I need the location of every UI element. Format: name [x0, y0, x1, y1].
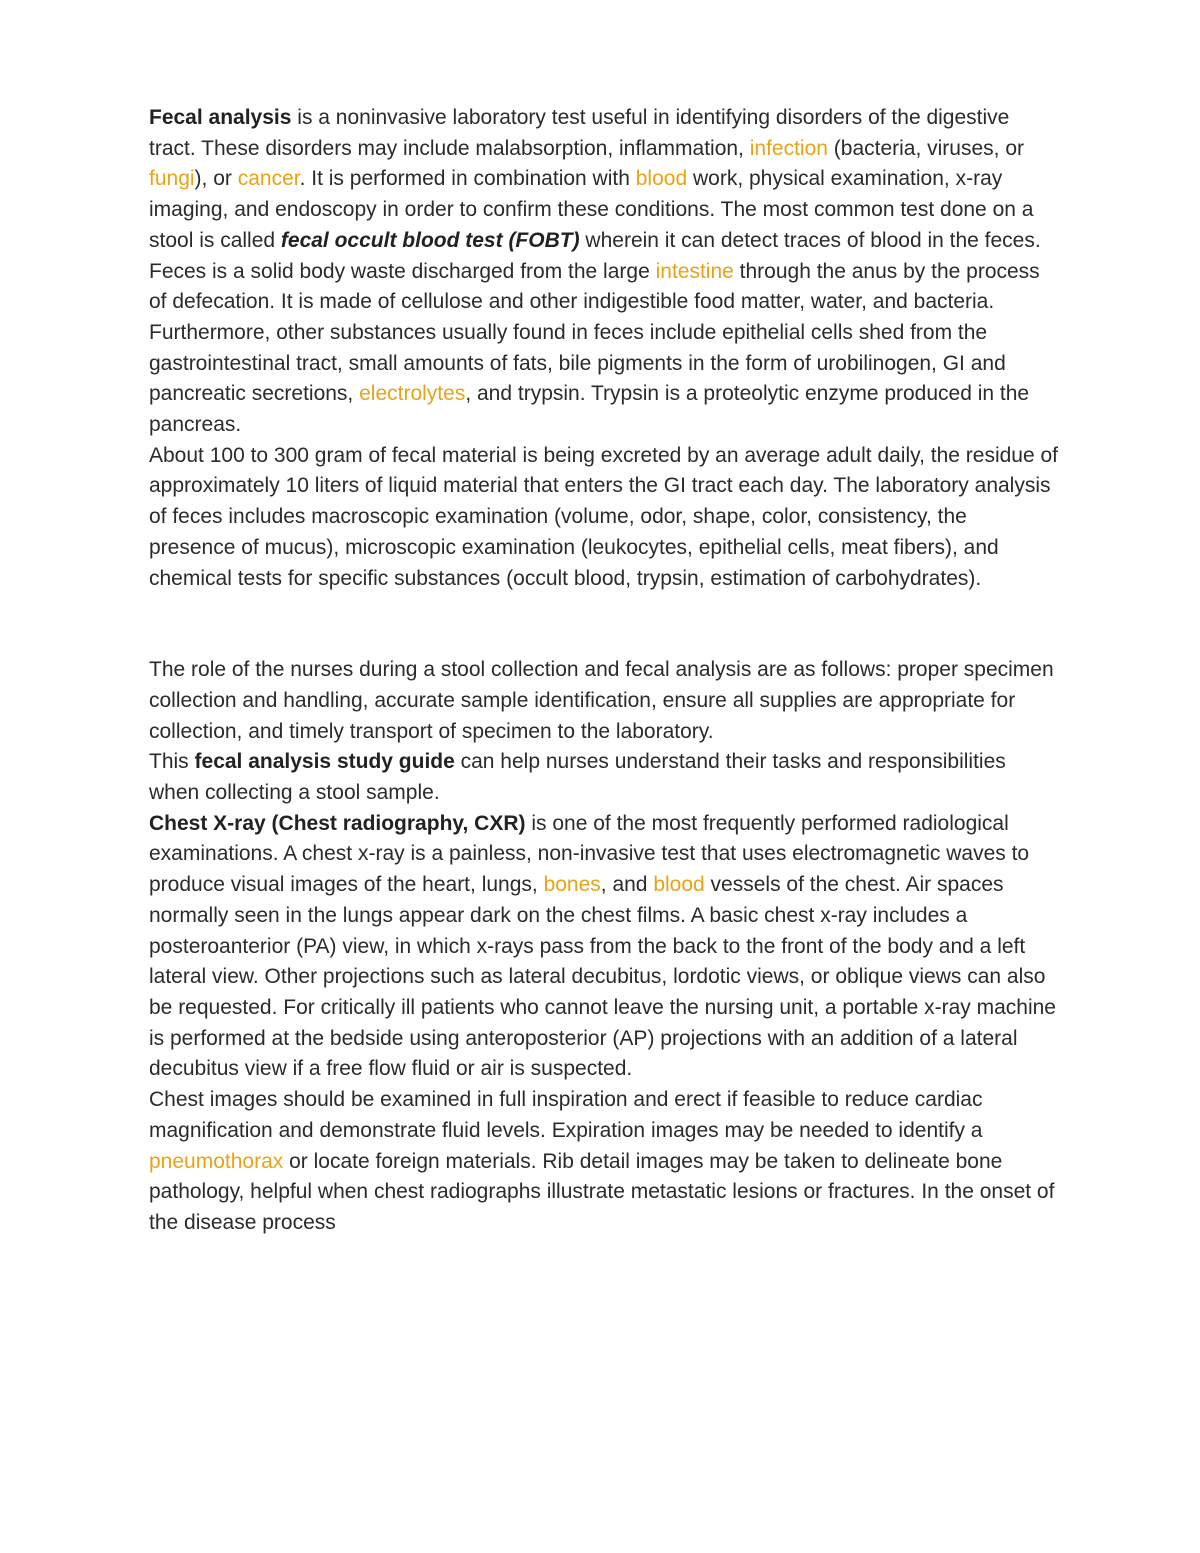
text-run: . It is performed in combination with [299, 167, 636, 191]
text-run: This [149, 750, 195, 774]
term-fecal-analysis: Fecal analysis [149, 106, 292, 129]
paragraph-fecal-volume [149, 441, 1059, 595]
text-run: ), or [194, 167, 238, 191]
term-study-guide: fecal analysis study guide [194, 750, 455, 774]
text-run: , and [600, 873, 654, 897]
text-run: (bacteria, viruses, or [827, 136, 1025, 160]
link-blood[interactable]: blood [635, 167, 688, 191]
term-fobt: fecal occult blood test (FOBT) [280, 228, 580, 252]
text-run: Chest images should be examined in full inspiration and erect if feasible to reduce cardiac magnification and demonstrate fluid levels. Expiration images may be needed to identify a [149, 1088, 983, 1142]
text-run: vessels of the chest. Air spaces normally seen in the lungs appear dark on the chest films. A basic chest x-ray includes a posteroanterior (PA) view, in which x-rays pass from the back to the front of the body and a left lateral view. Other projections such as lateral decubitus, lordotic views, or oblique views can also be requested. For critically ill patients who cannot leave the nursing unit, a portable x-ray machine is performed at the bedside using anteroposterior (AP) projections with an addition of a lateral decubitus view if a free flow fluid or air is suspected. [149, 873, 1056, 1081]
link-bones[interactable]: bones [543, 873, 601, 897]
paragraph-chest-xray [149, 809, 1059, 1085]
link-electrolytes[interactable]: electrolytes [359, 382, 466, 406]
text-run: or locate foreign materials. Rib detail images may be taken to delineate bone pathology, helpful when chest radiographs illustrate metastatic lesions or fractures. In the onset of the disease process [149, 1149, 1055, 1234]
paragraph-nurse-role [149, 655, 1059, 747]
paragraph-fecal-analysis-intro [149, 103, 1059, 257]
text-run: The role of the nurses during a stool collection and fecal analysis are as follows: proper specimen collection and handling, accurate sample identification, ensure all supplies are appropriate for collection, and timely transport of specimen to the laboratory. [149, 658, 1054, 743]
text-run: can help nurses understand their tasks and responsibilities when collecting a stool sample. [149, 750, 1006, 805]
paragraph-chest-images [149, 1085, 1059, 1239]
text-run: work, physical examination, x-ray imaging, and endoscopy in order to confirm these conditions. The most common test done on a stool is called [149, 167, 1034, 252]
link-infection[interactable]: infection [749, 136, 828, 160]
text-run: wherein it can detect traces of blood in the feces. [579, 228, 1041, 252]
link-intestine[interactable]: intestine [655, 259, 734, 283]
paragraph-spacer [149, 594, 1059, 655]
text-run: through the anus by the process of defecation. It is made of cellulose and other indigestible food matter, water, and bacteria. Furthermore, other substances usually found in feces include epithelial cells shed from the gastrointestinal tract, small amounts of fats, bile pigments in the form of urobilinogen, GI and pancreatic secretions, [149, 259, 1040, 406]
link-fungi[interactable]: fungi [149, 167, 195, 191]
term-chest-xray: Chest X-ray (Chest radiography, CXR) [149, 811, 526, 835]
text-run: is a noninvasive laboratory test useful in identifying disorders of the digestive tract. These disorders may include malabsorption, inflammation, [149, 106, 1010, 160]
paragraph-feces-definition [149, 257, 1059, 441]
link-pneumothorax[interactable]: pneumothorax [149, 1149, 284, 1173]
text-run: Feces is a solid body waste discharged from the large [149, 259, 656, 283]
paragraph-study-guide [149, 747, 1059, 808]
link-blood[interactable]: blood [653, 873, 705, 897]
text-run: , and trypsin. Trypsin is a proteolytic enzyme produced in the pancreas. [149, 382, 1030, 437]
text-run: is one of the most frequently performed radiological examinations. A chest x-ray is a painless, non-invasive test that uses electromagnetic waves to produce visual images of the heart, lungs, [149, 811, 1030, 897]
document-page [149, 103, 1059, 1239]
text-run: About 100 to 300 gram of fecal material is being excreted by an average adult daily, the residue of approximately 10 liters of liquid material that enters the GI tract each day. The laboratory analysis of feces includes macroscopic examination (volume, odor, shape, color, consistency, the presence of mucus), microscopic examination (leukocytes, epithelial cells, meat fibers), and chemical tests for specific substances (occult blood, trypsin, estimation of carbohydrates). [149, 443, 1058, 590]
link-cancer[interactable]: cancer [237, 167, 300, 191]
